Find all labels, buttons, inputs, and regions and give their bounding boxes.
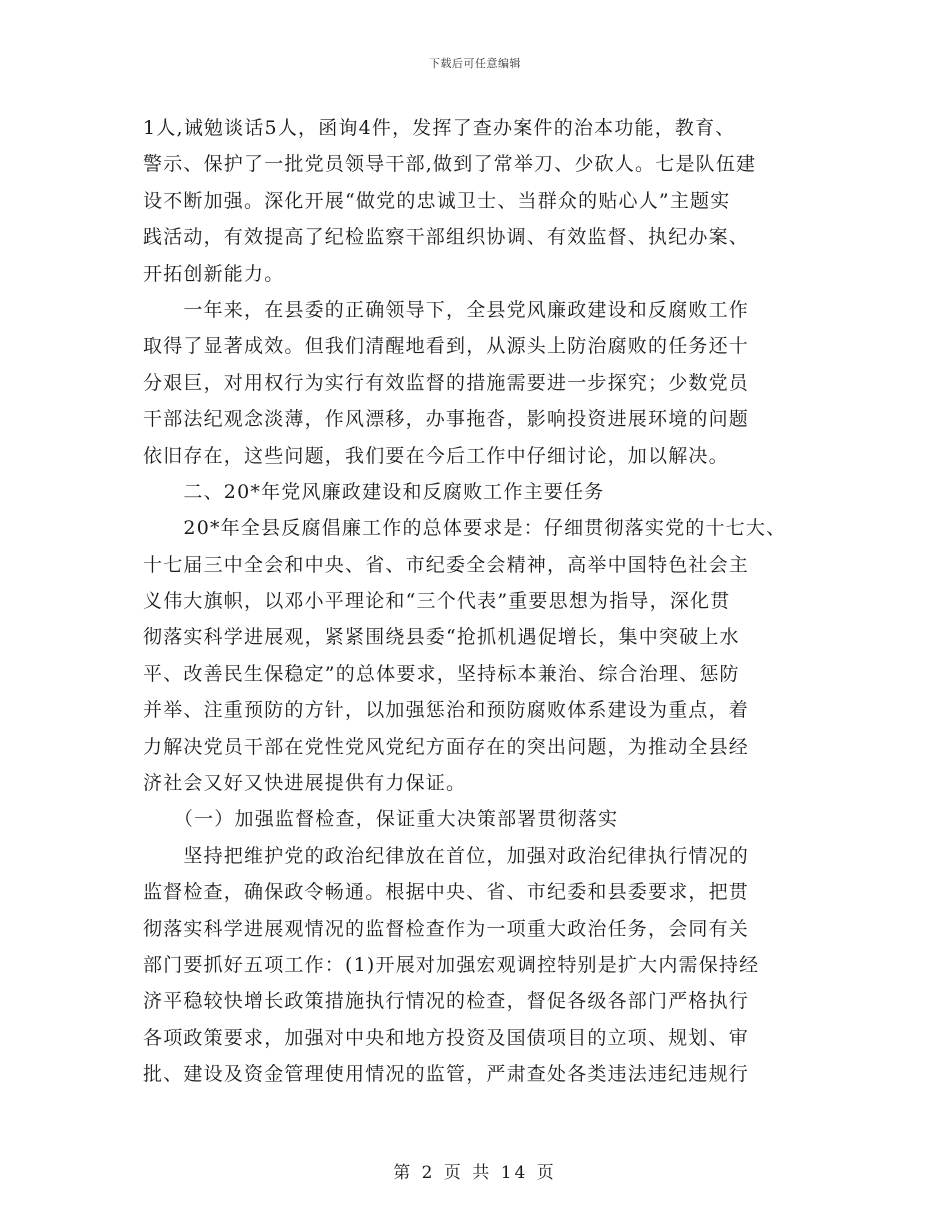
text-line: 取得了显著成效。但我们清醒地看到，从源头上防治腐败的任务还十 — [143, 335, 750, 358]
text-line: 监督检查，确保政令畅通。根据中央、省、市纪委和县委要求，把贯 — [143, 881, 750, 904]
text-line: 分艰巨，对用权行为实行有效监督的措施需要进一步探究；少数党员 — [143, 371, 750, 394]
text-line: 十七届三中全会和中央、省、市纪委全会精神，高举中国特色社会主 — [143, 553, 750, 576]
text-line: 20*年全县反腐倡廉工作的总体要求是：仔细贯彻落实党的十七大、 — [143, 517, 787, 540]
text-line: 义伟大旗帜，以邓小平理论和“三个代表”重要思想为指导，深化贯 — [143, 590, 731, 613]
text-line: 各项政策要求，加强对中央和地方投资及国债项目的立项、规划、审 — [143, 1026, 750, 1049]
text-line: 依旧存在，这些问题，我们要在今后工作中仔细讨论，加以解决。 — [143, 444, 729, 467]
text-line: 彻落实科学进展观，紧紧围绕县委“抢抓机遇促增长，集中突破上水 — [143, 626, 740, 649]
text-line: 力解决党员干部在党性党风党纪方面存在的突出问题，为推动全县经 — [143, 735, 750, 758]
text-line: 开拓创新能力。 — [143, 262, 285, 285]
text-line: 批、建设及资金管理使用情况的监管，严肃查处各类违法违纪违规行 — [143, 1063, 750, 1086]
text-line: 一年来，在县委的正确领导下，全县党风廉政建设和反腐败工作 — [143, 298, 750, 321]
document-body — [143, 110, 823, 1093]
text-line: 彻落实科学进展观情况的监督检查作为一项重大政治任务，会同有关 — [143, 917, 750, 940]
text-line: 坚持把维护党的政治纪律放在首位，加强对政治纪律执行情况的 — [143, 844, 750, 867]
text-line: 干部法纪观念淡薄，作风漂移，办事拖沓，影响投资进展环境的问题 — [143, 408, 750, 431]
section-heading: 二、20*年党风廉政建设和反腐败工作主要任务 — [143, 480, 605, 503]
page-header-note: 下载后可任意编辑 — [429, 57, 521, 70]
text-line: 警示、保护了一批党员领导干部,做到了常举刀、少砍人。七是队伍建 — [143, 153, 757, 176]
text-line: 济社会又好又快进展提供有力保证。 — [143, 772, 467, 795]
text-line: 设不断加强。深化开展“做党的忠诚卫士、当群众的贴心人”主题实 — [143, 189, 731, 212]
subsection-heading: （一）加强监督检查，保证重大决策部署贯彻落实 — [143, 808, 619, 831]
text-line: 并举、注重预防的方针，以加强惩治和预防腐败体系建设为重点，着 — [143, 699, 750, 722]
text-line: 践活动，有效提高了纪检监察干部组织协调、有效监督、执纪办案、 — [143, 226, 750, 249]
page-number: 第 2 页 共 14 页 — [393, 1163, 557, 1183]
text-line: 1人,诫勉谈话5人，函询4件，发挥了查办案件的治本功能，教育、 — [143, 117, 736, 139]
text-line: 济平稳较快增长政策措施执行情况的检查，督促各级各部门严格执行 — [143, 990, 750, 1013]
text-line: 平、改善民生保稳定”的总体要求，坚持标本兼治、综合治理、惩防 — [143, 662, 740, 685]
text-line: 部门要抓好五项工作：(1)开展对加强宏观调控特别是扩大内需保持经 — [143, 953, 760, 976]
